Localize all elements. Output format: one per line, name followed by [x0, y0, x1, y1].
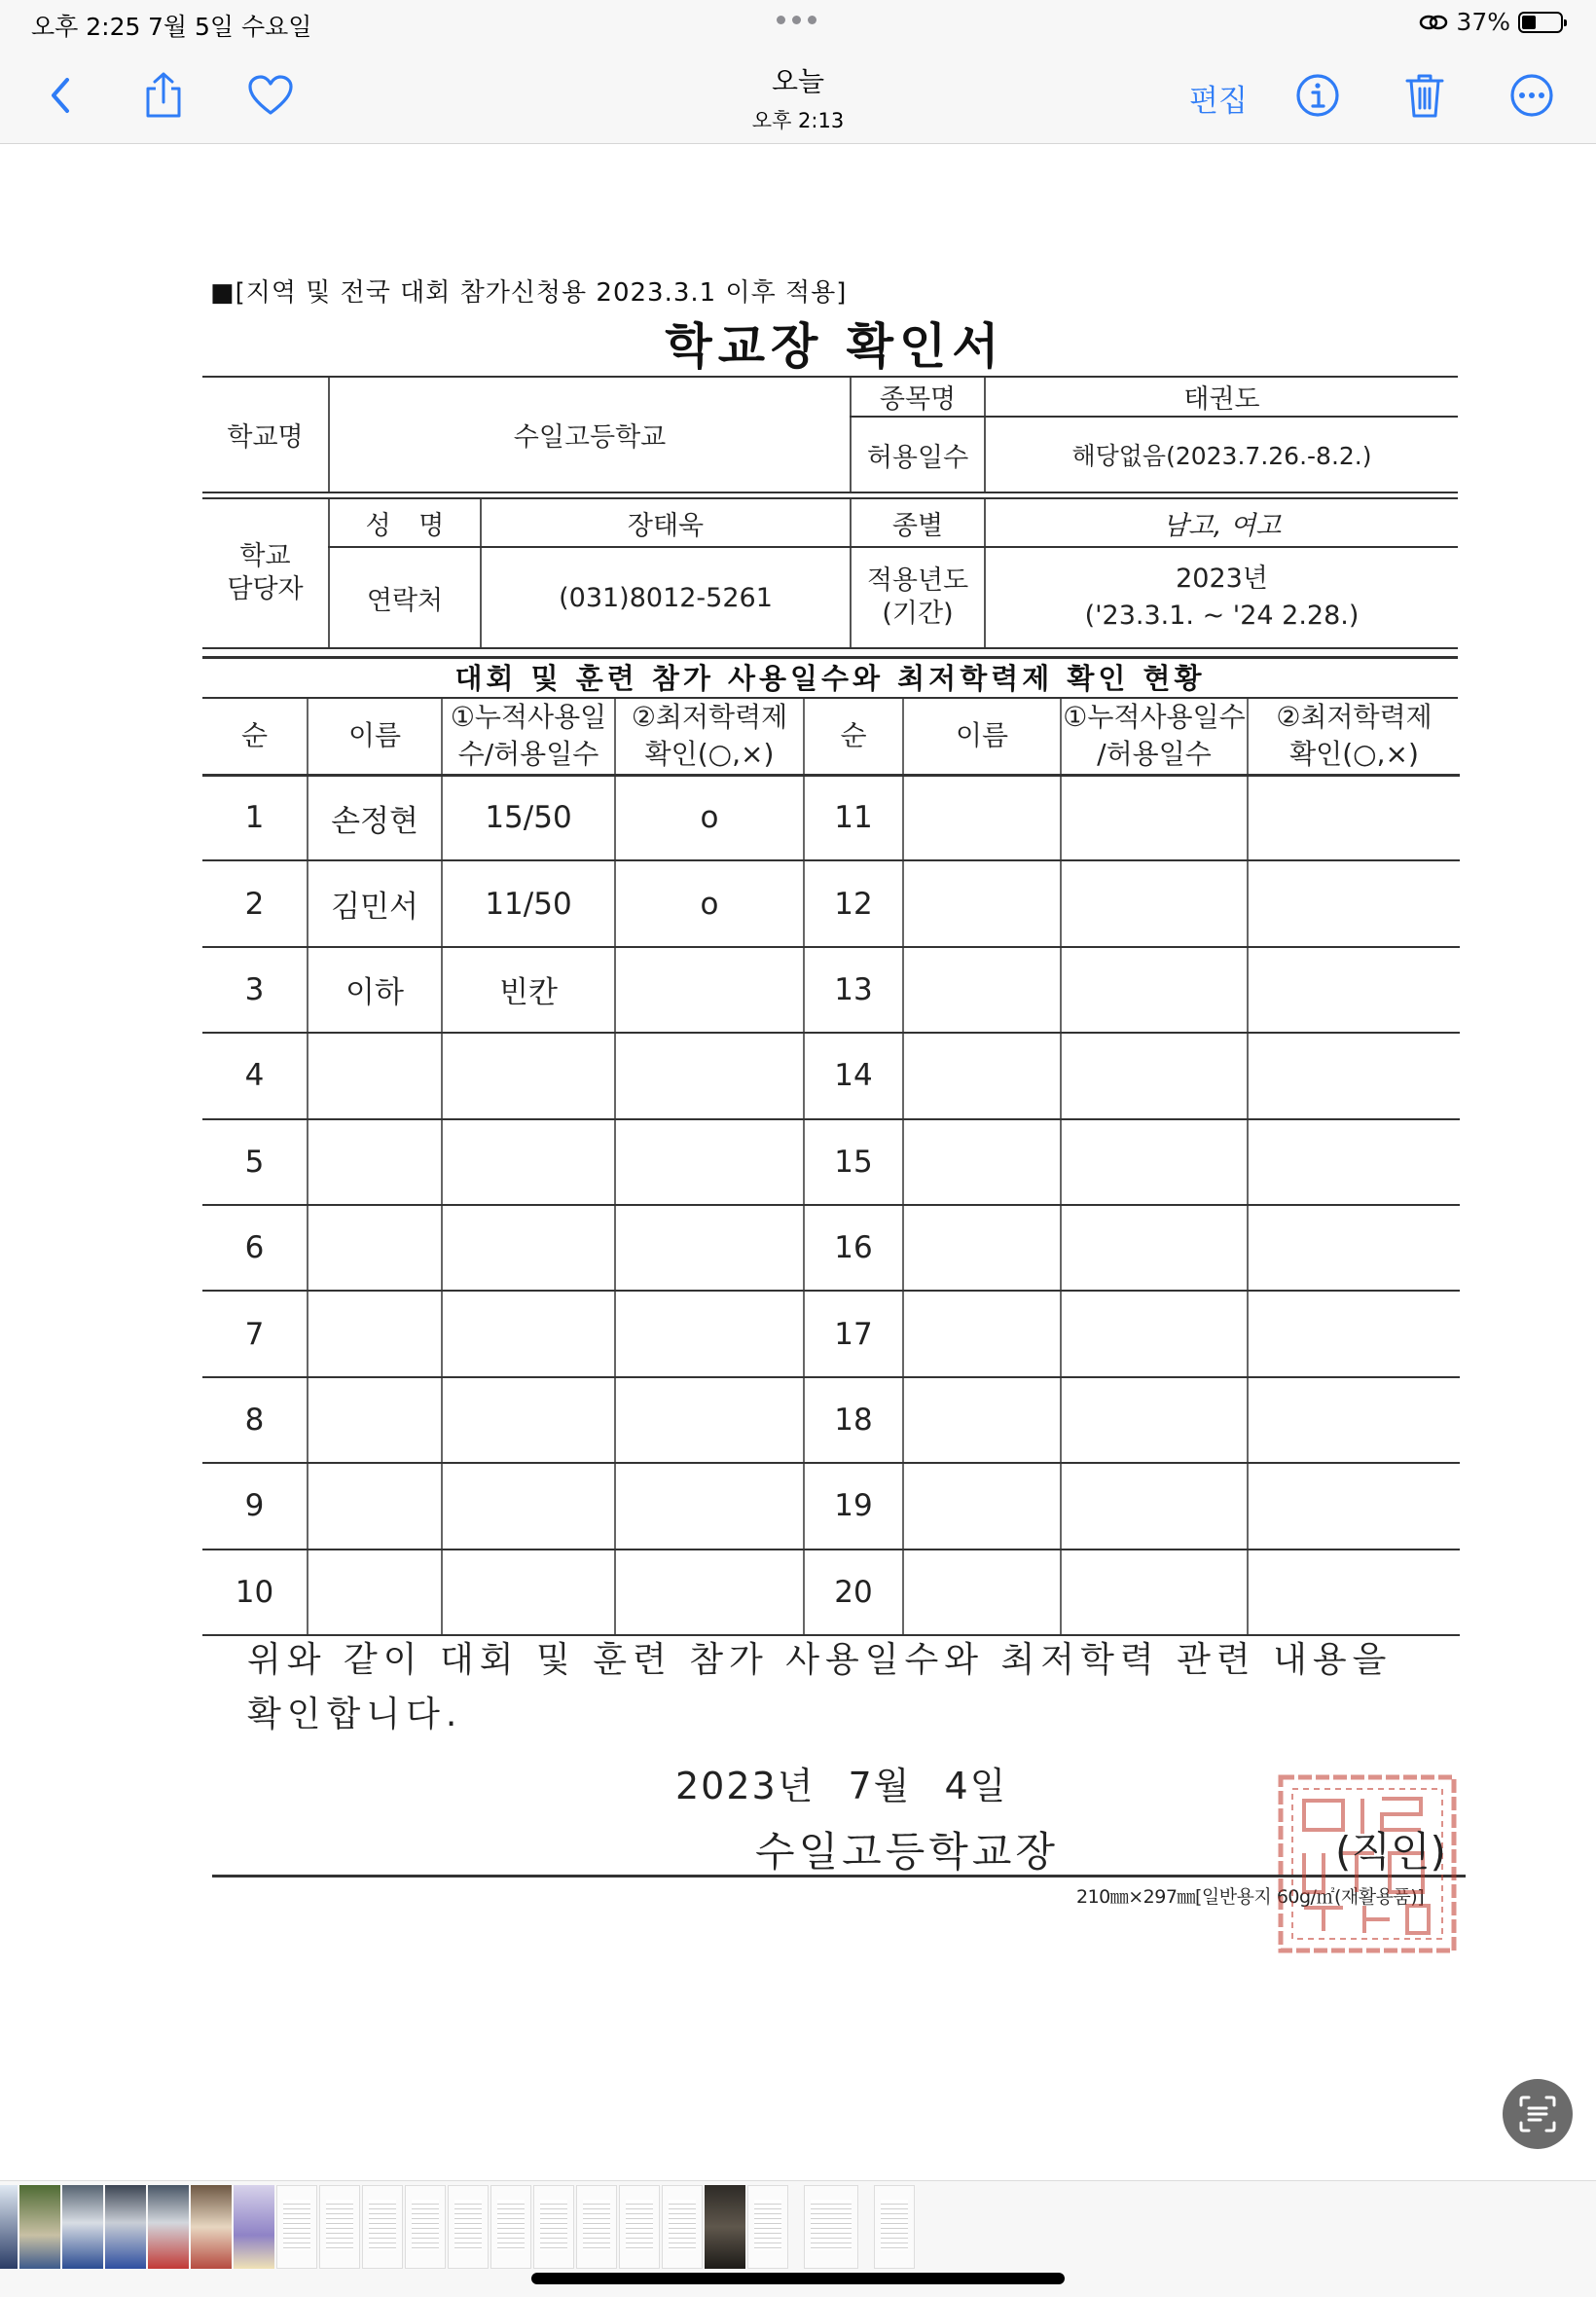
col-no-left: 순	[202, 699, 308, 775]
roster-no-cell: 11	[804, 775, 903, 860]
roster-name-cell	[903, 947, 1061, 1033]
category-label: 종별	[851, 498, 985, 547]
roster-no-cell: 15	[804, 1119, 903, 1205]
multitasking-dots-icon[interactable]	[777, 16, 816, 24]
thumbnail[interactable]	[705, 2185, 745, 2269]
roster-check-cell	[615, 947, 804, 1033]
roster-no-cell: 18	[804, 1377, 903, 1463]
year-label: 적용년도 (기간)	[851, 547, 985, 648]
roster-days-cell	[1061, 947, 1248, 1033]
roster-days-cell	[1061, 1291, 1248, 1376]
document-title: 학교장 확인서	[665, 318, 1005, 375]
roster-check-cell	[615, 1119, 804, 1205]
roster-no-cell: 4	[202, 1033, 308, 1118]
roster-no-cell: 16	[804, 1205, 903, 1291]
roster-check-cell	[615, 1033, 804, 1118]
roster-no-cell: 6	[202, 1205, 308, 1291]
roster-name-cell	[903, 1033, 1061, 1118]
roster-check-cell	[1248, 1377, 1460, 1463]
roster-no-cell: 8	[202, 1377, 308, 1463]
roster-name-cell	[903, 1291, 1061, 1376]
status-right	[1419, 8, 1563, 36]
allowed-days-value: 해당없음(2023.7.26.-8.2.)	[985, 417, 1458, 492]
roster-check-cell: o	[615, 775, 804, 860]
confirmation-text: 위와 같이 대회 및 훈련 참가 사용일수와 최저학력 관련 내용을 확인합니다.	[247, 1640, 1393, 1734]
roster-days-cell	[1061, 1119, 1248, 1205]
col-no-right: 순	[804, 699, 903, 775]
roster-name-cell	[903, 775, 1061, 860]
school-info-table	[202, 376, 1458, 649]
thumbnail[interactable]	[533, 2185, 574, 2269]
thumbnail[interactable]	[191, 2185, 232, 2269]
status-time: 오후 2:25	[31, 13, 141, 41]
roster-check-cell	[1248, 1463, 1460, 1549]
roster-check-cell	[615, 1377, 804, 1463]
signer-name: 수일고등학교장	[755, 1828, 1060, 1876]
school-name-label: 학교명	[202, 377, 329, 492]
roster-no-cell: 19	[804, 1463, 903, 1549]
manager-label: 학교 담당자	[202, 498, 329, 648]
thumbnail[interactable]	[0, 2185, 18, 2269]
col-check-right: ②최저학력제 확인(○,×)	[1248, 699, 1460, 775]
roster-days-cell	[1061, 1205, 1248, 1291]
roster-check-cell	[1248, 1291, 1460, 1376]
year-text: 2023년	[1176, 564, 1268, 594]
status-heading: 대회 및 훈련 참가 사용일수와 최저학력제 확인 현황	[202, 656, 1458, 699]
roster-no-cell: 7	[202, 1291, 308, 1376]
roster-no-cell: 10	[202, 1550, 308, 1635]
thumbnail[interactable]	[62, 2185, 103, 2269]
roster-no-cell: 20	[804, 1550, 903, 1635]
roster-days-cell	[442, 1205, 615, 1291]
roster-days-cell	[442, 1463, 615, 1549]
roster-days-cell	[442, 1119, 615, 1205]
edit-button[interactable]: 편집	[1189, 84, 1248, 119]
home-indicator[interactable]	[531, 2273, 1065, 2284]
photo-toolbar	[0, 47, 1596, 144]
thumbnail-current[interactable]	[804, 2185, 858, 2269]
roster-name-cell	[903, 1205, 1061, 1291]
roster-check-cell	[1248, 1550, 1460, 1635]
sign-date: 2023년 7월 4일	[675, 1765, 1008, 1807]
col-days-left: ①누적사용일 수/허용일수	[442, 699, 615, 775]
roster-name-cell	[308, 1291, 442, 1376]
thumbnail[interactable]	[362, 2185, 403, 2269]
roster-no-cell: 14	[804, 1033, 903, 1118]
roster-check-cell	[615, 1463, 804, 1549]
roster-name-cell: 손정현	[308, 775, 442, 860]
table-row	[202, 860, 1460, 946]
roster-no-cell: 12	[804, 860, 903, 946]
roster-name-cell	[308, 1377, 442, 1463]
roster-name-cell	[903, 1463, 1061, 1549]
period-text: ('23.3.1. ~ '24 2.28.)	[1084, 601, 1360, 631]
thumbnail[interactable]	[405, 2185, 446, 2269]
student-roster-table	[202, 699, 1460, 1636]
info-icon[interactable]	[1290, 68, 1345, 123]
thumbnail[interactable]	[234, 2185, 274, 2269]
roster-check-cell	[1248, 1205, 1460, 1291]
roster-name-cell	[308, 1205, 442, 1291]
thumbnail[interactable]	[490, 2185, 531, 2269]
thumbnail[interactable]	[276, 2185, 317, 2269]
manager-name-label: 성 명	[329, 498, 481, 547]
battery-percent: 37%	[1456, 8, 1510, 36]
roster-header-row	[202, 699, 1460, 775]
document-note: ■[지역 및 전국 대회 참가신청용 2023.3.1 이후 적용]	[210, 278, 848, 308]
link-icon	[1419, 13, 1448, 32]
thumbnail[interactable]	[662, 2185, 703, 2269]
roster-no-cell: 5	[202, 1119, 308, 1205]
roster-check-cell	[1248, 1033, 1460, 1118]
roster-no-cell: 9	[202, 1463, 308, 1549]
roster-days-cell	[442, 1377, 615, 1463]
table-row	[202, 1377, 1460, 1463]
thumbnail[interactable]	[874, 2185, 915, 2269]
table-row	[202, 1119, 1460, 1205]
roster-days-cell	[442, 1291, 615, 1376]
roster-no-cell: 1	[202, 775, 308, 860]
photo-title-time: 오후 2:13	[751, 109, 845, 132]
roster-days-cell	[442, 1550, 615, 1635]
roster-check-cell	[1248, 1119, 1460, 1205]
table-row	[202, 775, 1460, 860]
status-bar	[0, 0, 1596, 47]
roster-days-cell	[1061, 1550, 1248, 1635]
manager-name-value: 장태욱	[481, 498, 851, 547]
col-name-right: 이름	[903, 699, 1061, 775]
allowed-days-label: 허용일수	[851, 417, 985, 492]
roster-days-cell	[1061, 775, 1248, 860]
thumbnail[interactable]	[619, 2185, 660, 2269]
thumbnail[interactable]	[448, 2185, 489, 2269]
roster-check-cell: o	[615, 860, 804, 946]
battery-icon	[1518, 12, 1563, 33]
thumbnail[interactable]	[19, 2185, 60, 2269]
table-row	[202, 1463, 1460, 1549]
roster-check-cell	[1248, 947, 1460, 1033]
thumbnail[interactable]	[148, 2185, 189, 2269]
table-row	[202, 947, 1460, 1033]
roster-days-cell: 빈칸	[442, 947, 615, 1033]
roster-name-cell: 이하	[308, 947, 442, 1033]
photo-title-day: 오늘	[771, 65, 825, 97]
roster-name-cell	[903, 1119, 1061, 1205]
table-row	[202, 1550, 1460, 1635]
thumbnail[interactable]	[105, 2185, 146, 2269]
ellipsis-circle-icon[interactable]	[1505, 68, 1559, 123]
contact-label: 연락처	[329, 547, 481, 648]
roster-days-cell	[1061, 1377, 1248, 1463]
roster-days-cell	[1061, 860, 1248, 946]
roster-check-cell	[1248, 775, 1460, 860]
roster-name-cell	[308, 1033, 442, 1118]
roster-no-cell: 17	[804, 1291, 903, 1376]
live-text-icon[interactable]	[1503, 2079, 1573, 2149]
roster-name-cell	[903, 860, 1061, 946]
status-date: 7월 5일 수요일	[148, 13, 312, 41]
trash-icon[interactable]	[1397, 68, 1452, 123]
roster-no-cell: 2	[202, 860, 308, 946]
roster-name-cell	[308, 1119, 442, 1205]
thumbnail[interactable]	[319, 2185, 360, 2269]
roster-check-cell	[615, 1205, 804, 1291]
col-days-right: ①누적사용일수 /허용일수	[1061, 699, 1248, 775]
sport-value: 태권도	[985, 377, 1458, 417]
roster-days-cell	[442, 1033, 615, 1118]
roster-days-cell	[1061, 1463, 1248, 1549]
roster-no-cell: 3	[202, 947, 308, 1033]
roster-name-cell	[903, 1377, 1061, 1463]
roster-days-cell: 15/50	[442, 775, 615, 860]
thumbnail[interactable]	[747, 2185, 788, 2269]
roster-name-cell	[308, 1463, 442, 1549]
thumbnail-strip[interactable]	[0, 2185, 915, 2269]
col-check-left: ②최저학력제 확인(○,×)	[615, 699, 804, 775]
year-value	[985, 547, 1458, 648]
paper-spec: 210㎜×297㎜[일반용지 60g/㎡(재활용품)]	[1076, 1886, 1425, 1908]
contact-value: (031)8012-5261	[481, 547, 851, 648]
category-value: 남고, 여고	[985, 498, 1458, 547]
roster-name-cell	[903, 1550, 1061, 1635]
seal-label: (직인)	[1335, 1828, 1446, 1876]
photo-title	[0, 60, 1596, 134]
roster-name-cell	[308, 1550, 442, 1635]
school-name-value: 수일고등학교	[329, 377, 851, 492]
roster-check-cell	[615, 1550, 804, 1635]
roster-name-cell: 김민서	[308, 860, 442, 946]
roster-no-cell: 13	[804, 947, 903, 1033]
table-row	[202, 1205, 1460, 1291]
roster-days-cell	[1061, 1033, 1248, 1118]
table-row	[202, 1033, 1460, 1118]
sport-label: 종목명	[851, 377, 985, 417]
col-name-left: 이름	[308, 699, 442, 775]
roster-body	[202, 775, 1460, 1635]
table-row	[202, 1291, 1460, 1376]
roster-days-cell: 11/50	[442, 860, 615, 946]
thumbnail[interactable]	[576, 2185, 617, 2269]
roster-check-cell	[1248, 860, 1460, 946]
roster-check-cell	[615, 1291, 804, 1376]
